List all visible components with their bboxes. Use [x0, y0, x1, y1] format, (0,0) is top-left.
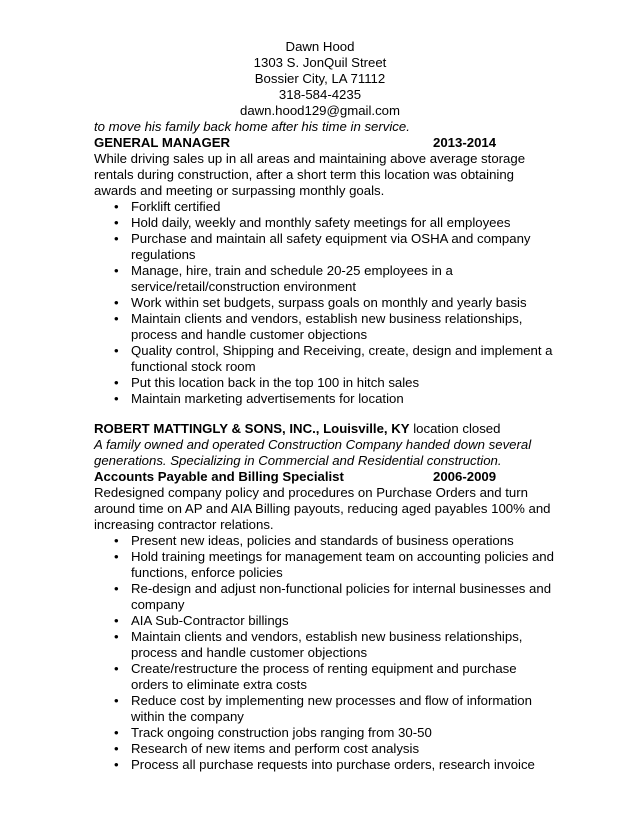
bullet-text: Create/restructure the process of renting equipment and purchase orders to eliminate extra costs — [131, 661, 517, 692]
bullet-text: Maintain marketing advertisements for location — [131, 391, 404, 406]
bullet-icon: • — [114, 757, 119, 772]
bullet-text: Re-design and adjust non-functional policies for internal businesses and company — [131, 581, 552, 612]
bullet-item — [94, 231, 554, 263]
company2-note: location closed — [413, 421, 501, 436]
bullet-text: Forklift certified — [131, 199, 221, 214]
job1-dates: 2013-2014 — [433, 135, 497, 150]
bullet-text: Purchase and maintain all safety equipment via OSHA and company regulations — [131, 231, 531, 262]
bullet-item — [94, 725, 554, 741]
bullet-item — [94, 533, 554, 549]
bullet-icon: • — [114, 343, 119, 358]
job1-title: GENERAL MANAGER — [94, 135, 231, 150]
bullet-icon: • — [114, 549, 119, 564]
bullet-icon: • — [114, 661, 119, 676]
bullet-text: Maintain clients and vendors, establish new business relationships, process and handle customer objections — [131, 629, 523, 660]
bullet-icon: • — [114, 391, 119, 406]
job2-title-row — [94, 469, 554, 485]
contact-city: Bossier City, LA 71112 — [254, 71, 386, 86]
job2-bullet-list — [94, 533, 554, 773]
bullet-icon: • — [114, 199, 119, 214]
job2-title: Accounts Payable and Billing Specialist — [94, 469, 344, 484]
bullet-text: Process all purchase requests into purchase orders, research invoice — [131, 757, 535, 772]
bullet-icon: • — [114, 741, 119, 756]
bullet-text: Reduce cost by implementing new processes and flow of information within the company — [131, 693, 532, 724]
bullet-text: Present new ideas, policies and standards of business operations — [131, 533, 514, 548]
bullet-item — [94, 343, 554, 375]
bullet-text: Quality control, Shipping and Receiving, create, design and implement a functional stock room — [131, 343, 553, 374]
contact-street: 1303 S. JonQuil Street — [253, 55, 387, 70]
bullet-item — [94, 215, 554, 231]
bullet-text: Hold daily, weekly and monthly safety meetings for all employees — [131, 215, 511, 230]
bullet-item — [94, 311, 554, 343]
contact-header — [94, 39, 546, 119]
bullet-item — [94, 693, 554, 725]
bullet-text: Maintain clients and vendors, establish new business relationships, process and handle customer objections — [131, 311, 523, 342]
bullet-icon: • — [114, 375, 119, 390]
bullet-item — [94, 549, 554, 581]
bullet-text: AIA Sub-Contractor billings — [131, 613, 289, 628]
bullet-item — [94, 661, 554, 693]
bullet-item — [94, 613, 554, 629]
bullet-icon: • — [114, 581, 119, 596]
job1-bullet-list — [94, 199, 554, 407]
bullet-icon: • — [114, 629, 119, 644]
bullet-icon: • — [114, 295, 119, 310]
job2-summary: Redesigned company policy and procedures on Purchase Orders and turn around time on AP and AIA Billing payouts, reducing aged payables 100% and increasing contractor relations. — [94, 485, 551, 532]
contact-email: dawn.hood129@gmail.com — [239, 103, 400, 118]
bullet-item — [94, 375, 554, 391]
bullet-icon: • — [114, 311, 119, 326]
bullet-text: Manage, hire, train and schedule 20-25 employees in a service/retail/construction environment — [131, 263, 453, 294]
intro-fragment: to move his family back home after his time in service. — [94, 119, 410, 134]
job1-summary: While driving sales up in all areas and maintaining above average storage rentals during construction, after a short term this location was obtaining awards and meeting or surpassing monthly goals. — [94, 151, 526, 198]
bullet-item — [94, 295, 554, 311]
bullet-icon: • — [114, 215, 119, 230]
bullet-icon: • — [114, 263, 119, 278]
bullet-item — [94, 581, 554, 613]
bullet-item — [94, 757, 554, 773]
bullet-icon: • — [114, 231, 119, 246]
bullet-item — [94, 199, 554, 215]
bullet-text: Hold training meetings for management team on accounting policies and functions, enforce policies — [131, 549, 554, 580]
bullet-icon: • — [114, 533, 119, 548]
bullet-icon: • — [114, 725, 119, 740]
company2-description: A family owned and operated Construction Company handed down several generations. Specializing in Commercial and Residential construction. — [94, 437, 532, 468]
bullet-item — [94, 263, 554, 295]
bullet-text: Put this location back in the top 100 in hitch sales — [131, 375, 420, 390]
contact-phone: 318-584-4235 — [278, 87, 362, 102]
section-gap — [94, 407, 554, 421]
bullet-text: Work within set budgets, surpass goals on monthly and yearly basis — [131, 295, 527, 310]
bullet-item — [94, 391, 554, 407]
bullet-icon: • — [114, 693, 119, 708]
company2-name: ROBERT MATTINGLY & SONS, INC., Louisville, KY — [94, 421, 410, 436]
job1-title-row — [94, 135, 554, 151]
bullet-item — [94, 629, 554, 661]
bullet-text: Track ongoing construction jobs ranging from 30-50 — [131, 725, 432, 740]
company2-line — [94, 421, 554, 437]
bullet-item — [94, 741, 554, 757]
resume-page — [94, 39, 554, 773]
bullet-text: Research of new items and perform cost analysis — [131, 741, 420, 756]
bullet-icon: • — [114, 613, 119, 628]
job2-dates: 2006-2009 — [433, 469, 497, 484]
contact-name: Dawn Hood — [285, 39, 355, 54]
